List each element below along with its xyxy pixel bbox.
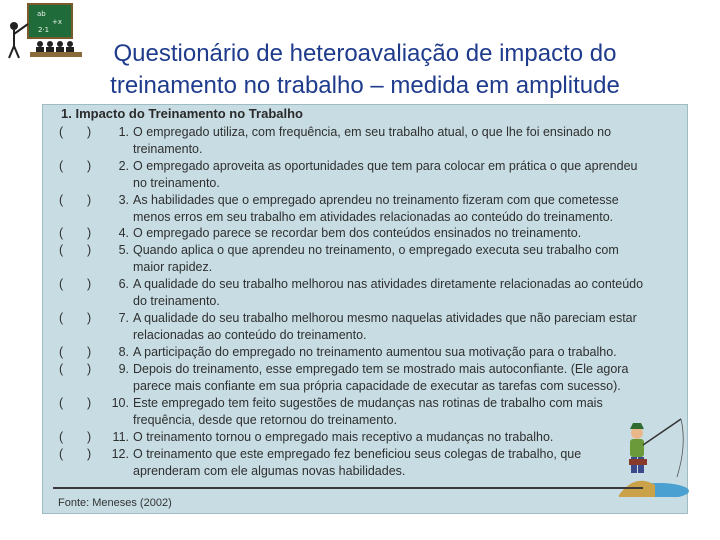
question-text: O treinamento tornou o empregado mais receptivo a mudanças no trabalho. xyxy=(133,430,554,444)
source-divider xyxy=(53,487,643,489)
question-text: O empregado utiliza, com frequência, em seu trabalho atual, o que lhe foi ensinado no treinamento. xyxy=(133,125,612,156)
question-text: A qualidade do seu trabalho melhorou mesmo naquelas atividades que não pareciam estar relacionadas ao conteúdo do treinamento. xyxy=(133,311,637,342)
question-number: 2. xyxy=(118,159,129,173)
question-text: O empregado aproveita as oportunidades que tem para colocar em prática o que aprendeu no treinamento. xyxy=(133,159,638,190)
question-number: 10. xyxy=(111,396,129,410)
question-number: 6. xyxy=(118,277,129,291)
question-number: 7. xyxy=(118,311,129,325)
slide-title-line1: Questionário de heteroavaliação de impacto do xyxy=(113,40,617,67)
question-text: Depois do treinamento, esse empregado tem se mostrado mais autoconfiante. (Ele agora parece mais confiante em sua própria capacidade de executar as tarefas com sucesso). xyxy=(133,362,629,393)
svg-text:+x: +x xyxy=(52,18,63,26)
question-text: As habilidades que o empregado aprendeu no treinamento fizeram com que cometesse menos erros em seu trabalho em atividades relacionadas ao conteúdo do treinamento. xyxy=(133,193,619,224)
questionnaire-panel: 1. Impacto do Treinamento no Trabalho ( ) 1. O empregado utiliza, com frequência, em seu trabalho atual, o que lhe foi ensinado no treinamento. ( ) 2. O empregado aproveita as oportunidades que tem para colocar em prática o que aprendeu no treinamento. ( ) 3. As habilidades que o empregado aprendeu no treinamento fizeram com que cometesse menos erros em seu trabalho em atividades relacionadas ao conteúdo do treinamento. ( ) 4. O empregado parece se recordar bem dos conteúdos ensinados no treinamento. ( ) 5. Quando aplica o que aprendeu no treinamento, o empregado executa seu trabalho com maior rapidez. ( ) 6. A qualidade do seu trabalho melhorou nas atividades diretamente relacionadas ao conteúdo do treinamento. ( ) 7. A qualidade do seu trabalho melhorou mesmo naquelas atividades que não pareciam estar relacionadas ao conteúdo do treinamento. ( ) 8. A participação do empregado no treinamento aumentou sua motivação para o trabalho. ( ) 9. Depois do treinamento, esse empregado tem se mostrado mais autoconfiante. (Ele agora parece mais confiante em sua própria capacidade de executar as tarefas com sucesso). ( ) 10. Este empregado tem feito sugestões de mudanças nas rotinas de trabalho com mais frequência, desde que retornou do treinamento. ( ) 11. O treinamento tornou o empregado mais receptivo a mudanças no trabalho. ( ) 12. O treinamento que este empregado fez beneficiou seus colegas de trabalho, que aprenderam com ele algumas novas habilidades. Fonte: Meneses (2002) xyxy=(42,104,688,514)
slide-title xyxy=(40,38,690,102)
question-number: 12. xyxy=(111,447,129,461)
questionnaire-heading: 1. Impacto do Treinamento no Trabalho xyxy=(61,106,303,121)
question-number: 1. xyxy=(118,125,129,139)
question-number: 8. xyxy=(118,345,129,359)
question-text: A participação do empregado no treinamento aumentou sua motivação para o trabalho. xyxy=(133,345,617,359)
slide-title-line2: treinamento no trabalho – medida em amplitude xyxy=(110,72,620,99)
question-number: 11. xyxy=(112,430,129,444)
question-text: A qualidade do seu trabalho melhorou nas atividades diretamente relacionadas ao conteúdo do treinamento. xyxy=(133,277,644,308)
svg-text:ab: ab xyxy=(37,10,46,18)
question-number: 4. xyxy=(118,226,129,240)
svg-text:2·1: 2·1 xyxy=(38,26,50,34)
question-number: 9. xyxy=(118,362,129,376)
question-number: 5. xyxy=(118,243,129,257)
question-text: O empregado parece se recordar bem dos conteúdos ensinados no treinamento. xyxy=(133,226,582,240)
question-text: Quando aplica o que aprendeu no treinamento, o empregado executa seu trabalho com maior rapidez. xyxy=(133,243,619,274)
question-number: 3. xyxy=(118,193,129,207)
question-text: O treinamento que este empregado fez beneficiou seus colegas de trabalho, que aprenderam com ele algumas novas habilidades. xyxy=(133,447,582,478)
fisherman-clipart xyxy=(615,415,689,497)
source-citation: Fonte: Meneses (2002) xyxy=(58,497,172,509)
question-text: Este empregado tem feito sugestões de mudanças nas rotinas de trabalho com mais frequência, desde que retornou do treinamento. xyxy=(133,396,603,427)
